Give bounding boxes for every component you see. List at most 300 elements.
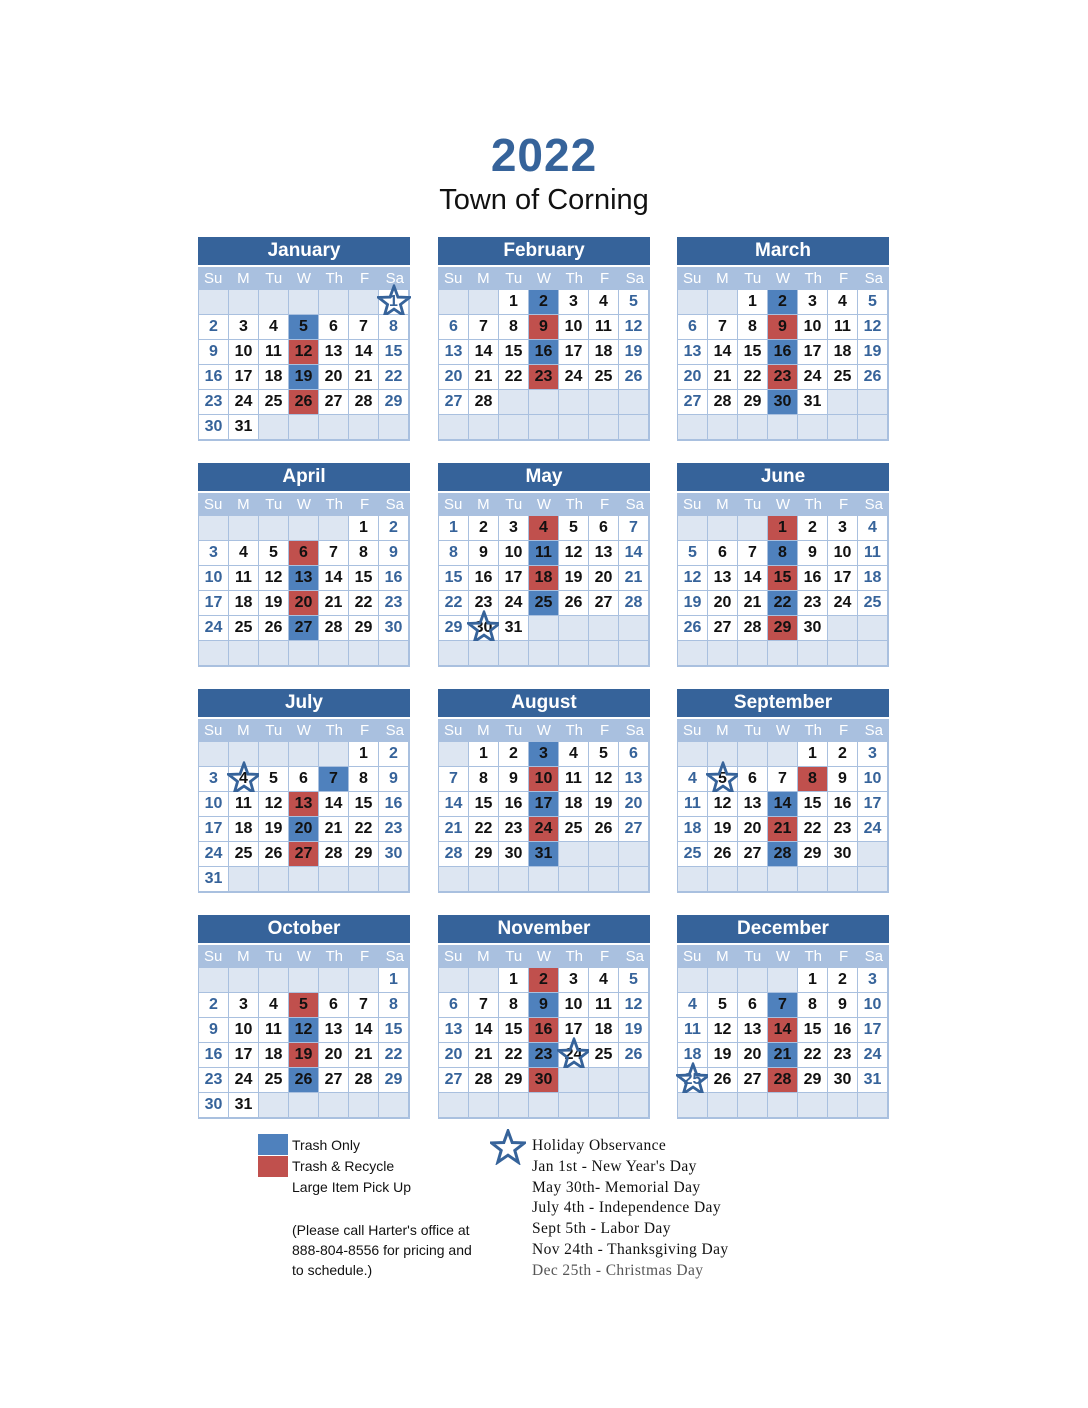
weekday-label: Th (804, 948, 823, 965)
weekday-label: M (477, 722, 490, 739)
month-name: May (438, 463, 650, 491)
day-cell: 8 (738, 315, 768, 340)
day-cell: 17 (798, 340, 828, 365)
day-cell: 3 (199, 767, 229, 792)
day-cell: 21 (768, 1043, 798, 1068)
day-cell: 25 (259, 1068, 289, 1093)
day-cell: 23 (499, 817, 529, 842)
day-cell: 27 (439, 1068, 469, 1093)
day-cell: 15 (499, 340, 529, 365)
day-cell: 12 (708, 1018, 738, 1043)
month-name: January (198, 237, 410, 265)
day-cell: 24 (828, 591, 858, 616)
day-cell: 21 (469, 1043, 499, 1068)
day-cell: 19 (619, 340, 649, 365)
day-cell: 11 (828, 315, 858, 340)
weekday-label: Su (443, 496, 463, 513)
day-cell: 22 (349, 591, 379, 616)
weekday-label: F (599, 496, 610, 513)
weekday-label: W (775, 948, 791, 965)
day-cell: 15 (499, 1018, 529, 1043)
note-line: (Please call Harter's office at (292, 1222, 470, 1238)
day-cell: 19 (289, 1043, 319, 1068)
day-cell: 31 (499, 616, 529, 641)
day-cell: 24 (559, 365, 589, 390)
day-cell: 2 (828, 968, 858, 993)
day-cell: 9 (529, 315, 559, 340)
day-cell: 27 (319, 1068, 349, 1093)
day-cell: 15 (469, 792, 499, 817)
day-cell: 3 (828, 516, 858, 541)
day-cell: 10 (828, 541, 858, 566)
weekday-label: Su (682, 496, 702, 513)
weekday-label: F (599, 948, 610, 965)
day-cell: 27 (289, 842, 319, 867)
day-cell: 7 (708, 315, 738, 340)
holiday-day-cell: 24 (559, 1043, 589, 1068)
weekday-label: Tu (505, 496, 523, 513)
weekday-label: Th (325, 270, 344, 287)
day-cell: 20 (289, 591, 319, 616)
weekday-label: M (716, 270, 729, 287)
day-cell: 22 (768, 591, 798, 616)
day-cell: 14 (439, 792, 469, 817)
day-cell: 9 (469, 541, 499, 566)
day-cell: 15 (349, 792, 379, 817)
day-cell: 18 (678, 1043, 708, 1068)
day-cell: 10 (858, 767, 888, 792)
day-cell: 3 (499, 516, 529, 541)
day-cell: 25 (678, 842, 708, 867)
day-cell: 21 (708, 365, 738, 390)
day-cell: 26 (589, 817, 619, 842)
weekday-label: F (838, 496, 849, 513)
day-cell: 7 (768, 767, 798, 792)
weekday-label: W (296, 948, 312, 965)
day-cell: 12 (259, 792, 289, 817)
day-cell: 7 (439, 767, 469, 792)
day-cell: 31 (798, 390, 828, 415)
day-cell: 27 (708, 616, 738, 641)
day-cell: 5 (259, 541, 289, 566)
day-cell: 12 (589, 767, 619, 792)
day-cell: 24 (798, 365, 828, 390)
day-cell: 27 (589, 591, 619, 616)
day-cell: 14 (738, 566, 768, 591)
day-cell: 28 (768, 1068, 798, 1093)
day-cell: 22 (738, 365, 768, 390)
day-cell: 29 (798, 1068, 828, 1093)
weekday-label: Tu (505, 722, 523, 739)
day-cell: 14 (349, 340, 379, 365)
day-cell: 1 (499, 290, 529, 315)
day-cell: 18 (259, 365, 289, 390)
month-name: November (438, 915, 650, 943)
day-cell: 1 (798, 968, 828, 993)
weekday-label: Th (565, 948, 584, 965)
day-cell: 22 (798, 817, 828, 842)
weekday-label: Tu (265, 948, 283, 965)
day-cell: 21 (349, 1043, 379, 1068)
day-cell: 13 (619, 767, 649, 792)
day-cell: 17 (559, 340, 589, 365)
day-cell: 10 (559, 315, 589, 340)
day-cell: 23 (379, 591, 409, 616)
day-cell: 2 (469, 516, 499, 541)
day-cell: 5 (678, 541, 708, 566)
weekday-label: Th (565, 270, 584, 287)
day-cell: 30 (798, 616, 828, 641)
holiday-day-cell: 25 (678, 1068, 708, 1093)
weekday-label: F (359, 948, 370, 965)
weekday-label: Su (203, 948, 223, 965)
month-name: December (677, 915, 889, 943)
day-cell: 27 (738, 842, 768, 867)
day-cell: 9 (199, 340, 229, 365)
day-cell: 9 (499, 767, 529, 792)
weekday-label: Sa (864, 948, 884, 965)
weekday-label: W (296, 496, 312, 513)
weekday-label: Sa (385, 722, 405, 739)
weekday-label: F (359, 722, 370, 739)
weekday-label: Th (325, 948, 344, 965)
day-cell: 8 (768, 541, 798, 566)
day-cell: 13 (439, 340, 469, 365)
day-cell: 18 (858, 566, 888, 591)
day-cell: 8 (469, 767, 499, 792)
day-cell: 7 (349, 315, 379, 340)
day-cell: 22 (469, 817, 499, 842)
day-cell: 21 (349, 365, 379, 390)
day-cell: 12 (678, 566, 708, 591)
day-cell: 8 (379, 993, 409, 1018)
day-cell: 1 (439, 516, 469, 541)
day-cell: 7 (349, 993, 379, 1018)
day-cell: 9 (798, 541, 828, 566)
note-line: 888-804-8556 for pricing and (292, 1242, 472, 1258)
day-cell: 5 (619, 290, 649, 315)
day-cell: 22 (379, 365, 409, 390)
day-cell: 16 (529, 340, 559, 365)
weekday-label: M (237, 496, 250, 513)
day-cell: 5 (289, 315, 319, 340)
day-cell: 16 (798, 566, 828, 591)
weekday-label: Th (804, 722, 823, 739)
day-cell: 6 (439, 993, 469, 1018)
day-cell: 18 (589, 1018, 619, 1043)
weekday-label: F (599, 722, 610, 739)
day-cell: 3 (229, 315, 259, 340)
day-cell: 26 (259, 616, 289, 641)
day-cell: 28 (768, 842, 798, 867)
day-cell: 21 (619, 566, 649, 591)
day-cell: 13 (439, 1018, 469, 1043)
day-cell: 20 (439, 365, 469, 390)
day-cell: 30 (768, 390, 798, 415)
holiday-item: Dec 25th - Christmas Day (532, 1261, 704, 1279)
day-cell: 21 (319, 591, 349, 616)
day-cell: 13 (738, 792, 768, 817)
weekday-label: F (838, 948, 849, 965)
day-cell: 8 (349, 767, 379, 792)
day-cell: 11 (229, 792, 259, 817)
day-cell: 30 (379, 842, 409, 867)
holiday-item: Sept 5th - Labor Day (532, 1220, 671, 1238)
weekday-label: Sa (864, 722, 884, 739)
weekday-label: Su (203, 270, 223, 287)
day-cell: 15 (439, 566, 469, 591)
day-cell: 15 (379, 1018, 409, 1043)
day-cell: 1 (349, 742, 379, 767)
day-cell: 12 (259, 566, 289, 591)
holiday-day-cell: 30 (469, 616, 499, 641)
day-cell: 14 (619, 541, 649, 566)
day-cell: 26 (708, 842, 738, 867)
day-cell: 2 (828, 742, 858, 767)
month-name: August (438, 689, 650, 717)
day-cell: 20 (289, 817, 319, 842)
day-cell: 3 (559, 968, 589, 993)
day-cell: 4 (559, 742, 589, 767)
day-cell: 23 (798, 591, 828, 616)
day-cell: 25 (589, 365, 619, 390)
weekday-label: F (599, 270, 610, 287)
day-cell: 1 (768, 516, 798, 541)
day-cell: 1 (738, 290, 768, 315)
day-cell: 30 (499, 842, 529, 867)
day-cell: 4 (858, 516, 888, 541)
day-cell: 11 (259, 340, 289, 365)
weekday-label: W (536, 948, 552, 965)
weekday-label: Sa (625, 722, 645, 739)
day-cell: 13 (678, 340, 708, 365)
day-cell: 3 (229, 993, 259, 1018)
day-cell: 22 (499, 365, 529, 390)
day-cell: 26 (858, 365, 888, 390)
weekday-label: M (237, 270, 250, 287)
weekday-label: Tu (265, 270, 283, 287)
day-cell: 12 (619, 993, 649, 1018)
day-cell: 28 (619, 591, 649, 616)
day-cell: 22 (439, 591, 469, 616)
day-cell: 16 (768, 340, 798, 365)
day-cell: 17 (828, 566, 858, 591)
day-cell: 14 (708, 340, 738, 365)
day-cell: 23 (828, 817, 858, 842)
day-cell: 10 (199, 792, 229, 817)
day-cell: 23 (379, 817, 409, 842)
day-cell: 27 (439, 390, 469, 415)
day-cell: 19 (559, 566, 589, 591)
day-cell: 8 (439, 541, 469, 566)
day-cell: 7 (319, 767, 349, 792)
weekday-label: Sa (385, 948, 405, 965)
day-cell: 14 (768, 792, 798, 817)
day-cell: 6 (619, 742, 649, 767)
day-cell: 30 (828, 842, 858, 867)
day-cell: 3 (858, 742, 888, 767)
day-cell: 21 (768, 817, 798, 842)
day-cell: 14 (469, 340, 499, 365)
weekday-label: Tu (744, 496, 762, 513)
weekday-label: Tu (265, 496, 283, 513)
day-cell: 23 (199, 390, 229, 415)
day-cell: 11 (678, 1018, 708, 1043)
day-cell: 7 (469, 315, 499, 340)
day-cell: 4 (589, 290, 619, 315)
weekday-label: W (536, 496, 552, 513)
day-cell: 6 (678, 315, 708, 340)
day-cell: 6 (708, 541, 738, 566)
day-cell: 18 (229, 591, 259, 616)
day-cell: 24 (858, 817, 888, 842)
day-cell: 18 (259, 1043, 289, 1068)
day-cell: 23 (529, 1043, 559, 1068)
weekday-label: F (359, 496, 370, 513)
day-cell: 25 (229, 842, 259, 867)
day-cell: 6 (289, 541, 319, 566)
day-cell: 23 (828, 1043, 858, 1068)
day-cell: 20 (738, 1043, 768, 1068)
day-cell: 26 (619, 1043, 649, 1068)
day-cell: 20 (738, 817, 768, 842)
month-name: October (198, 915, 410, 943)
day-cell: 28 (469, 390, 499, 415)
day-cell: 11 (229, 566, 259, 591)
day-cell: 2 (529, 968, 559, 993)
weekday-label: Sa (864, 496, 884, 513)
weekday-label: W (775, 270, 791, 287)
day-cell: 15 (798, 792, 828, 817)
weekday-label: Sa (625, 496, 645, 513)
day-cell: 25 (828, 365, 858, 390)
day-cell: 31 (229, 415, 259, 440)
day-cell: 2 (768, 290, 798, 315)
day-cell: 26 (289, 1068, 319, 1093)
day-cell: 14 (768, 1018, 798, 1043)
holiday-item: Jan 1st - New Year's Day (532, 1157, 697, 1175)
day-cell: 7 (469, 993, 499, 1018)
day-cell: 15 (738, 340, 768, 365)
day-cell: 31 (529, 842, 559, 867)
trash-only-swatch (258, 1134, 288, 1155)
weekday-label: Su (682, 270, 702, 287)
day-cell: 10 (798, 315, 828, 340)
day-cell: 13 (708, 566, 738, 591)
holiday-day-cell: 4 (229, 767, 259, 792)
day-cell: 9 (828, 767, 858, 792)
day-cell: 5 (708, 993, 738, 1018)
day-cell: 16 (499, 792, 529, 817)
weekday-label: Su (682, 948, 702, 965)
year-title: 2022 (490, 129, 598, 181)
day-cell: 25 (858, 591, 888, 616)
day-cell: 20 (439, 1043, 469, 1068)
day-cell: 4 (529, 516, 559, 541)
day-cell: 9 (828, 993, 858, 1018)
day-cell: 19 (589, 792, 619, 817)
day-cell: 8 (349, 541, 379, 566)
weekday-label: M (237, 722, 250, 739)
day-cell: 15 (768, 566, 798, 591)
trash-recycle-swatch (258, 1156, 288, 1177)
day-cell: 7 (738, 541, 768, 566)
day-cell: 29 (379, 390, 409, 415)
day-cell: 15 (379, 340, 409, 365)
month-name: February (438, 237, 650, 265)
town-subtitle: Town of Corning (439, 184, 649, 216)
weekday-label: M (716, 722, 729, 739)
day-cell: 19 (708, 817, 738, 842)
day-cell: 20 (589, 566, 619, 591)
weekday-label: Su (443, 948, 463, 965)
day-cell: 10 (559, 993, 589, 1018)
day-cell: 25 (529, 591, 559, 616)
day-cell: 17 (229, 1043, 259, 1068)
weekday-label: Tu (744, 722, 762, 739)
weekday-label: Sa (625, 270, 645, 287)
day-cell: 20 (319, 365, 349, 390)
day-cell: 3 (559, 290, 589, 315)
day-cell: 28 (469, 1068, 499, 1093)
weekday-label: Su (443, 722, 463, 739)
weekday-label: F (359, 270, 370, 287)
day-cell: 22 (499, 1043, 529, 1068)
day-cell: 30 (199, 415, 229, 440)
day-cell: 23 (768, 365, 798, 390)
day-cell: 5 (289, 993, 319, 1018)
day-cell: 12 (289, 1018, 319, 1043)
day-cell: 29 (499, 1068, 529, 1093)
weekday-label: Sa (625, 948, 645, 965)
day-cell: 8 (379, 315, 409, 340)
day-cell: 16 (828, 1018, 858, 1043)
day-cell: 16 (199, 365, 229, 390)
holiday-item: Nov 24th - Thanksgiving Day (532, 1240, 729, 1258)
day-cell: 17 (199, 591, 229, 616)
day-cell: 9 (379, 541, 409, 566)
day-cell: 28 (319, 616, 349, 641)
holiday-list (532, 1136, 729, 1282)
month-name: September (677, 689, 889, 717)
weekday-label: Th (804, 270, 823, 287)
day-cell: 29 (469, 842, 499, 867)
holiday-star-icon (490, 1129, 526, 1165)
day-cell: 2 (499, 742, 529, 767)
day-cell: 20 (319, 1043, 349, 1068)
weekday-label: Th (565, 722, 584, 739)
day-cell: 24 (229, 390, 259, 415)
day-cell: 29 (349, 842, 379, 867)
day-cell: 28 (708, 390, 738, 415)
day-cell: 17 (559, 1018, 589, 1043)
day-cell: 19 (708, 1043, 738, 1068)
day-cell: 5 (259, 767, 289, 792)
day-cell: 30 (379, 616, 409, 641)
day-cell: 26 (619, 365, 649, 390)
day-cell: 24 (499, 591, 529, 616)
weekday-label: M (716, 496, 729, 513)
holiday-day-cell: 5 (708, 767, 738, 792)
day-cell: 21 (738, 591, 768, 616)
day-cell: 9 (529, 993, 559, 1018)
day-cell: 1 (798, 742, 828, 767)
day-cell: 2 (199, 315, 229, 340)
day-cell: 27 (619, 817, 649, 842)
day-cell: 25 (559, 817, 589, 842)
day-cell: 19 (678, 591, 708, 616)
day-cell: 24 (229, 1068, 259, 1093)
